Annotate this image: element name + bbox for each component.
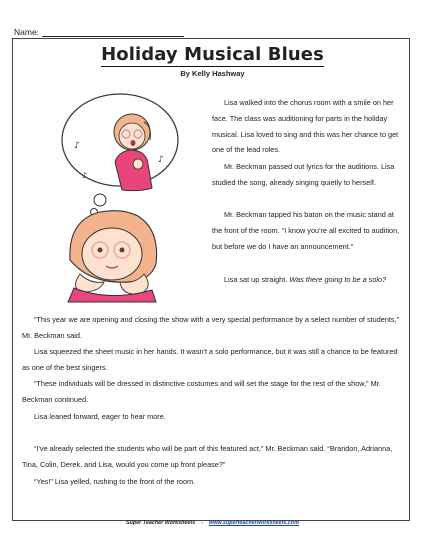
- footer-url-link[interactable]: www.superteacherworksheets.com: [209, 520, 299, 526]
- story-paragraph: Mr. Beckman passed out lyrics for the auditions. Lisa studied the song, already singing quietly to herself.: [212, 162, 395, 187]
- story-italic-text: Was there going to be a solo?: [289, 275, 387, 284]
- name-blank-line[interactable]: [42, 28, 184, 37]
- story-text: Lisa sat up straight.: [224, 275, 290, 284]
- story-illustration: [60, 92, 220, 304]
- page-footer: [0, 520, 425, 526]
- story-paragraph: “Yes!” Lisa yelled, rushing to the front of the room.: [34, 477, 196, 486]
- svg-text:♪: ♪: [82, 171, 88, 180]
- title-text: Holiday Musical Blues: [101, 44, 324, 65]
- name-field[interactable]: [14, 27, 184, 37]
- story-paragraph: “This year we are opening and closing the show with a very special performance by a select number of students,” Mr. Beckman said.: [22, 315, 400, 340]
- story-paragraph: “I've already selected the students who will be part of this featured act,” Mr. Beckman said. “Brandon, Adrianna, Tina, Colin, Derek, and Lisa, would you come up front please?”: [22, 444, 393, 469]
- svg-text:♪: ♪: [74, 141, 80, 151]
- name-label: Name:: [14, 27, 40, 37]
- story-paragraph: Lisa walked into the chorus room with a smile on her face. The class was auditioning for parts in the holiday musical. Lisa loved to sing and this was her chance to get one of the lead roles.: [212, 98, 399, 155]
- worksheet-title: [0, 44, 425, 65]
- svg-text:♪: ♪: [158, 155, 164, 165]
- story-paragraph: Lisa squeezed the sheet music in her hands. It wasn't a solo performance, but it was still a chance to be featured as one of the best singers.: [22, 347, 398, 372]
- daydreaming-girl-figure: [68, 211, 157, 302]
- story-paragraph: [212, 272, 402, 288]
- footer-site-name: Super Teacher Worksheets: [126, 520, 196, 526]
- story-paragraph: “These individuals will be dressed in distinctive costumes and will set the stage for the rest of the show,” Mr. Beckman continued.: [22, 379, 381, 404]
- footer-separator: -: [201, 520, 204, 526]
- story-paragraph: Lisa leaned forward, eager to hear more.: [34, 412, 166, 421]
- author-byline: By Kelly Hashway: [180, 69, 245, 78]
- story-paragraph: Mr. Beckman tapped his baton on the music stand at the front of the room. “I know you're all excited to audition, but before we do I have an announcement.”: [212, 210, 400, 251]
